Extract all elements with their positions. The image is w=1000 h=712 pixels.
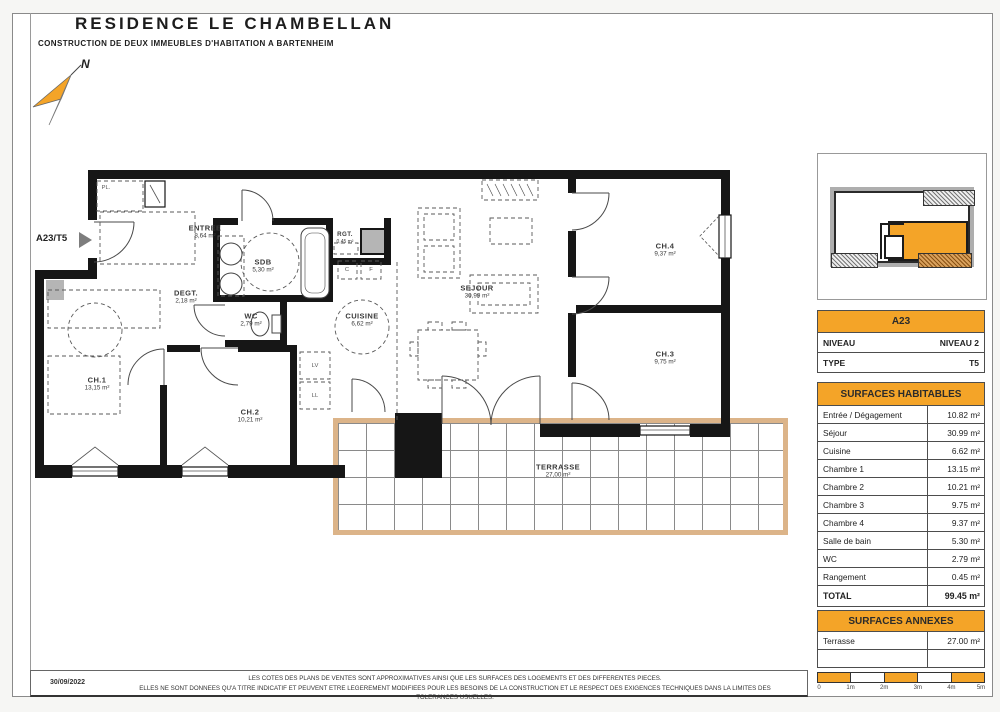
scale-segment (818, 673, 851, 682)
label-washer: LL (311, 393, 319, 399)
unit-card-row-niveau (817, 333, 985, 353)
table-row: Chambre 4 9.37 m² (817, 514, 985, 532)
table-row: Entrée / Dégagement 10.82 m² (817, 406, 985, 424)
table-row-total: TOTAL 99.45 m² (817, 586, 985, 607)
label-fridge: F (369, 267, 373, 273)
disclaimer-line-1: LES COTES DES PLANS DE VENTES SONT APPROXIMATIVES AINSI QUE LES SURFACES DES LOGEMENTS ET DES DIFFERENTES PIECES. (248, 675, 662, 682)
room-label-ch3: CH.3 9,75 m² (654, 349, 676, 366)
table-row-empty (817, 650, 985, 668)
page-title: RESIDENCE LE CHAMBELLAN (75, 14, 395, 33)
unit-card-row-type (817, 353, 985, 373)
surfaces-annexes-table (817, 610, 985, 668)
locator-wall (880, 223, 882, 259)
plan-date: 30/09/2022 (50, 679, 86, 686)
type-label: TYPE (823, 357, 846, 368)
compass-north-label: N (81, 57, 90, 71)
room-label-wc: WC 2,79 m² (240, 311, 262, 328)
table-row: Chambre 2 10.21 m² (817, 478, 985, 496)
scale-segment (885, 673, 918, 682)
locator-balcony-left (831, 253, 878, 268)
scale-bar-segments (817, 672, 985, 683)
niveau-value: NIVEAU 2 (939, 337, 979, 348)
table-row: Chambre 3 9.75 m² (817, 496, 985, 514)
room-label-terrasse: TERRASSE 27,00 m² (535, 462, 581, 479)
compass-north-icon (25, 55, 105, 140)
table-row: Séjour 30.99 m² (817, 424, 985, 442)
room-label-sdb: SDB 5,30 m² (252, 257, 274, 274)
surfaces-habitables-table (817, 382, 985, 607)
unit-tag: A23/T5 (36, 233, 68, 244)
room-label-ch1: CH.1 13,15 m² (84, 375, 110, 392)
unit-card (817, 310, 985, 373)
scale-segment (952, 673, 984, 682)
building-locator-map (817, 153, 987, 300)
room-label-entree: ENTREE 8,64 m² (188, 223, 222, 240)
type-value: T5 (969, 357, 979, 368)
walls (35, 170, 730, 478)
surfaces-habitables-title: SURFACES HABITABLES (817, 382, 985, 406)
label-dishwasher: LV (311, 363, 319, 369)
scale-bar-labels: 0 1m 2m 3m 4m 5m (817, 685, 986, 691)
entry-arrow-icon (79, 232, 92, 248)
surfaces-annexes-title: SURFACES ANNEXES (817, 610, 985, 632)
room-label-ch2: CH.2 10,21 m² (237, 407, 263, 424)
niveau-label: NIVEAU (823, 337, 856, 348)
scale-segment (851, 673, 884, 682)
locator-terrace (918, 253, 972, 268)
label-cooker: C (344, 267, 350, 273)
table-row: Terrasse 27.00 m² (817, 632, 985, 650)
room-label-degt: DEGT. 2,18 m² (173, 288, 199, 305)
room-label-sejour: SEJOUR 30,99 m² (460, 283, 494, 300)
room-label-ch4: CH.4 9,37 m² (654, 241, 676, 258)
room-label-cuisine: CUISINE 6,62 m² (345, 311, 379, 328)
unit-card-title: A23 (817, 310, 985, 333)
table-row: Chambre 1 13.15 m² (817, 460, 985, 478)
scale-bar (817, 672, 985, 695)
room-label-rgt: RGT. 0,45 m² (336, 231, 354, 245)
locator-core (884, 235, 904, 259)
locator-balcony-top (923, 190, 975, 206)
disclaimer-line-2: ELLES NE SONT DONNEES QU'A TITRE INDICATIF ET PEUVENT ETRE LEGEREMENT MODIFIEES POUR LES BESOINS DE LA CONSTRUCTION ET LE RESPECT DES EXIGENCES TECHNIQUES DANS LA LIMITES DES TOLERANCES USUELLES. (139, 684, 771, 702)
table-row: WC 2.79 m² (817, 550, 985, 568)
locator-wall (880, 223, 904, 225)
disclaimer-text (130, 674, 780, 703)
table-row: Rangement 0.45 m² (817, 568, 985, 586)
table-row: Salle de bain 5.30 m² (817, 532, 985, 550)
label-placard: PL. (101, 185, 111, 191)
table-row: Cuisine 6.62 m² (817, 442, 985, 460)
page-subtitle: CONSTRUCTION DE DEUX IMMEUBLES D'HABITATION A BARTENHEIM (38, 39, 334, 48)
scale-segment (918, 673, 951, 682)
